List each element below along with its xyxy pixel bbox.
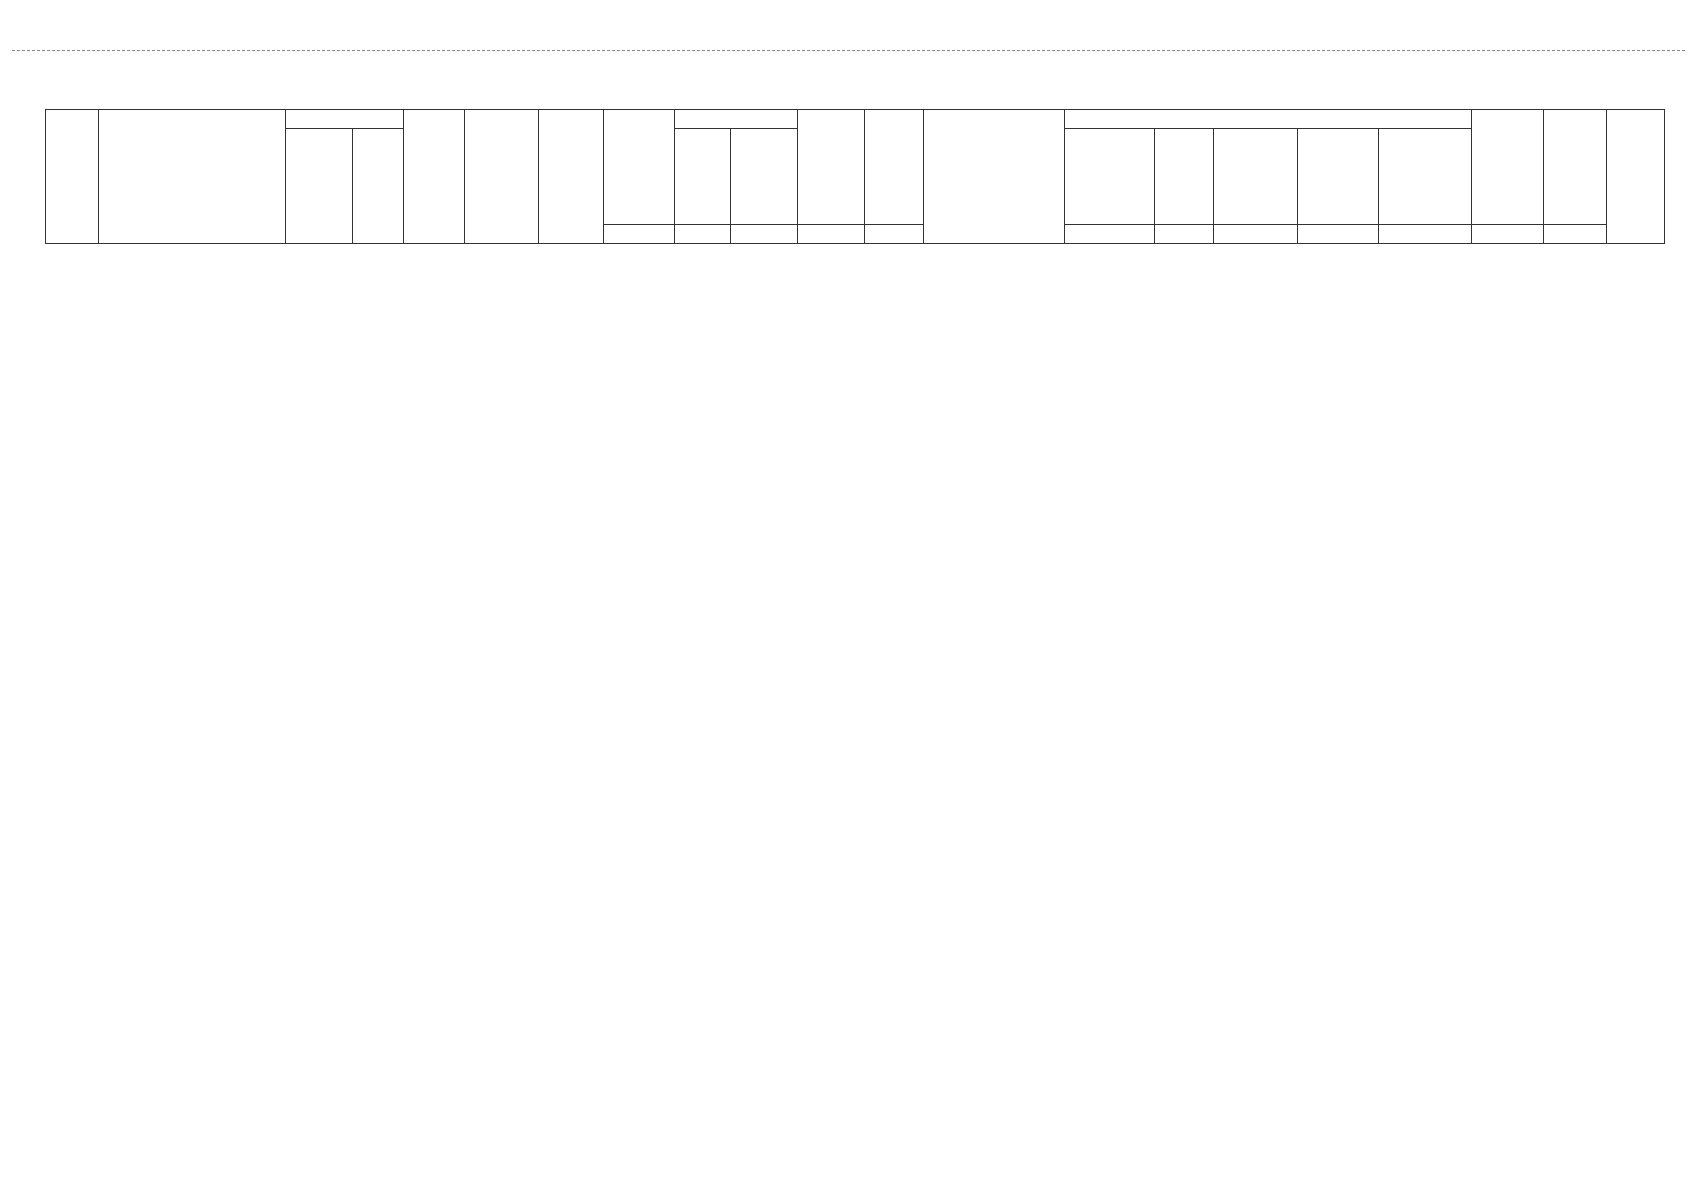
unit-18 <box>1378 225 1472 244</box>
header-year-group <box>285 110 404 129</box>
header-premises-total <box>674 129 731 225</box>
unit-8 <box>604 225 674 244</box>
unit-17 <box>1297 225 1378 244</box>
unit-14 <box>1064 225 1154 244</box>
header-residents <box>797 110 864 225</box>
unit-20 <box>1543 225 1606 244</box>
header-address <box>98 110 285 244</box>
header-premises-fee <box>731 129 797 225</box>
header-premises-area-group <box>674 110 797 129</box>
header-cost-local <box>1297 129 1378 225</box>
header-total-area <box>604 110 674 225</box>
header-year-commission <box>285 129 352 244</box>
header-floors <box>465 110 539 244</box>
header-planned-date <box>1607 110 1665 244</box>
header-max-cost <box>1543 110 1606 225</box>
header-cost-group <box>1064 110 1472 129</box>
header-cost-total <box>1064 129 1154 225</box>
unit-16 <box>1213 225 1297 244</box>
header-year-last-repair <box>352 129 404 244</box>
capital-repair-table <box>45 109 1665 244</box>
unit-19 <box>1472 225 1543 244</box>
header-wall-material <box>404 110 465 244</box>
unit-10 <box>731 225 797 244</box>
unit-11 <box>797 225 864 244</box>
unit-15 <box>1154 225 1213 244</box>
header-cost-owners <box>1378 129 1472 225</box>
top-rule <box>12 50 1685 51</box>
unit-12 <box>864 225 923 244</box>
header-cost-fund <box>1154 129 1213 225</box>
header-unit <box>864 110 923 225</box>
header-num <box>46 110 99 244</box>
header-specific-cost <box>1472 110 1543 225</box>
table-header <box>46 110 1665 244</box>
unit-9 <box>674 225 731 244</box>
header-cost-republic <box>1213 129 1297 225</box>
header-entrances <box>539 110 604 244</box>
header-repair-type <box>923 110 1064 244</box>
